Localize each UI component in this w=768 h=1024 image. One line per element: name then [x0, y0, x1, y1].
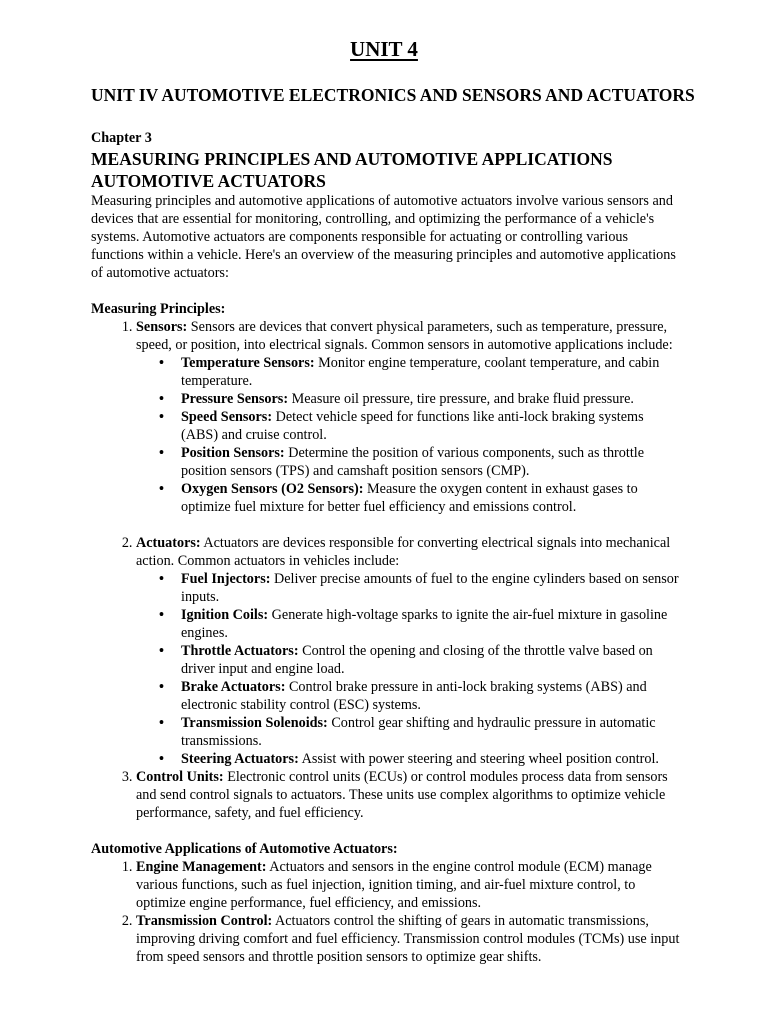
measuring-principles-heading: Measuring Principles: [91, 301, 226, 317]
item-term: Engine Management: [136, 859, 267, 875]
item-term: Actuators: [136, 535, 201, 551]
bullet-term: Steering Actuators: [181, 751, 299, 767]
bullet-item [181, 354, 681, 390]
item-text: Actuators control the shifting of gears in automatic transmissions, improving driving comfort and fuel efficiency. Transmission control modules (TCMs) use input from speed sensors and throttle position sensors to optimize gear shifts. [136, 913, 680, 965]
item-text: Actuators are devices responsible for converting electrical signals into mechanical action. Common actuators in vehicles include: [136, 535, 671, 569]
item-text: Sensors are devices that convert physical parameters, such as temperature, pressure, speed, or position, into electrical signals. Common sensors in automotive applications include: [136, 319, 673, 353]
bullet-text: Control brake pressure in anti-lock braking systems (ABS) and electronic stability control (ESC) systems. [181, 679, 647, 713]
bullet-text: Measure the oxygen content in exhaust gases to optimize fuel mixture for better fuel efficiency and emissions control. [181, 481, 638, 515]
unit-title: UNIT 4 [350, 37, 418, 61]
bullet-item [181, 714, 681, 750]
bullet-text: Deliver precise amounts of fuel to the engine cylinders based on sensor inputs. [181, 571, 679, 605]
list-item-control-units [136, 768, 681, 822]
bullet-term: Transmission Solenoids: [181, 715, 328, 731]
bullet-item [181, 678, 681, 714]
chapter-title-line-1: MEASURING PRINCIPLES AND AUTOMOTIVE APPLICATIONS [91, 149, 613, 169]
bullet-item [181, 480, 681, 516]
bullet-item [181, 570, 681, 606]
bullet-text: Measure oil pressure, tire pressure, and brake fluid pressure. [288, 391, 634, 407]
bullet-term: Brake Actuators: [181, 679, 286, 695]
bullet-item [181, 390, 681, 408]
bullet-term: Speed Sensors: [181, 409, 273, 425]
bullet-text: Control the opening and closing of the throttle valve based on driver input and engine load. [181, 643, 653, 677]
bullet-text: Generate high-voltage sparks to ignite the air-fuel mixture in gasoline engines. [181, 607, 668, 641]
actuators-bullet-list [136, 570, 681, 768]
unit-heading: UNIT IV AUTOMOTIVE ELECTRONICS AND SENSORS AND ACTUATORS [91, 85, 695, 105]
item-term: Sensors: [136, 319, 188, 335]
bullet-text: Determine the position of various components, such as throttle position sensors (TPS) and camshaft position sensors (CMP). [181, 445, 644, 479]
bullet-term: Oxygen Sensors (O2 Sensors): [181, 481, 364, 497]
bullet-term: Throttle Actuators: [181, 643, 299, 659]
bullet-item [181, 444, 681, 480]
document-content [91, 129, 681, 966]
list-item-engine-management [136, 858, 681, 912]
chapter-title-line-2: AUTOMOTIVE ACTUATORS [91, 171, 326, 191]
bullet-term: Temperature Sensors: [181, 355, 315, 371]
intro-paragraph: Measuring principles and automotive applications of automotive actuators involve various sensors and devices that are essential for monitoring, controlling, and optimizing the performance of a vehicle's systems. Automotive actuators are components responsible for actuating or controlling various functions within a vehicle. Here's an overview of the measuring principles and automotive applications of automotive actuators: [91, 193, 676, 281]
bullet-text: Detect vehicle speed for functions like anti-lock braking systems (ABS) and cruise control. [181, 409, 644, 443]
list-item-sensors [136, 318, 681, 516]
chapter-title [91, 148, 681, 192]
measuring-principles-list [91, 318, 681, 822]
applications-heading: Automotive Applications of Automotive Actuators: [91, 841, 398, 857]
bullet-text: Monitor engine temperature, coolant temperature, and cabin temperature. [181, 355, 660, 389]
item-text: Actuators and sensors in the engine control module (ECM) manage various functions, such as fuel injection, ignition timing, and air-fuel mixture control, to optimize engine performance, fuel efficiency, and emissions. [136, 859, 652, 911]
bullet-text: Control gear shifting and hydraulic pressure in automatic transmissions. [181, 715, 656, 749]
list-item-actuators [136, 534, 681, 768]
bullet-item [181, 642, 681, 678]
bullet-term: Ignition Coils: [181, 607, 269, 623]
bullet-item [181, 408, 681, 444]
item-text: Electronic control units (ECUs) or control modules process data from sensors and send control signals to actuators. These units use complex algorithms to optimize vehicle performance, safety, and fuel efficiency. [136, 769, 668, 821]
chapter-label: Chapter 3 [91, 130, 152, 146]
item-term: Control Units: [136, 769, 224, 785]
bullet-term: Position Sensors: [181, 445, 285, 461]
list-item-transmission-control [136, 912, 681, 966]
bullet-term: Pressure Sensors: [181, 391, 289, 407]
bullet-text: Assist with power steering and steering wheel position control. [298, 751, 659, 767]
bullet-item [181, 750, 681, 768]
bullet-term: Fuel Injectors: [181, 571, 271, 587]
applications-list [91, 858, 681, 966]
sensors-bullet-list [136, 354, 681, 516]
item-term: Transmission Control: [136, 913, 273, 929]
bullet-item [181, 606, 681, 642]
